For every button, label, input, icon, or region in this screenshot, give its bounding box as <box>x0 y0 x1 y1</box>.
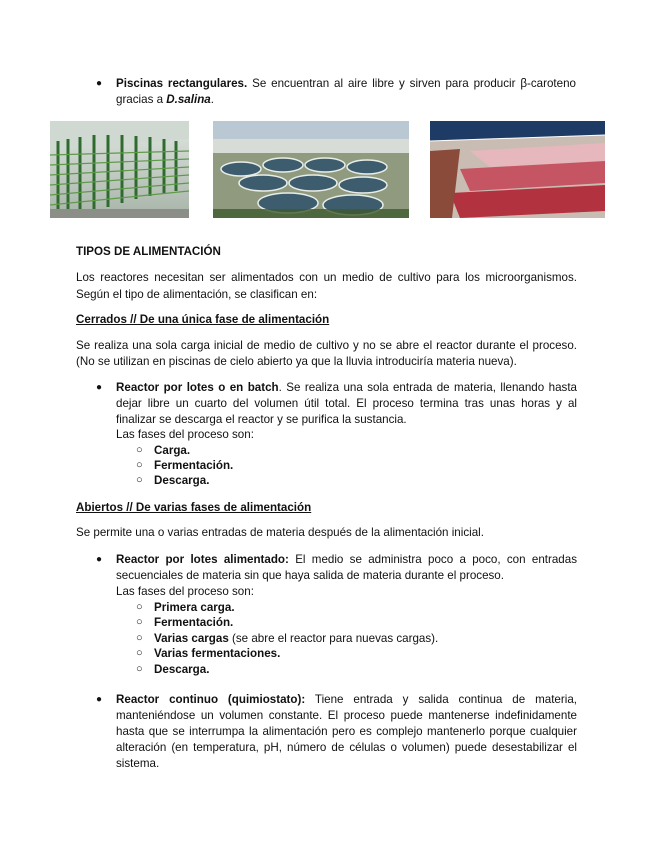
fed-batch-phases-label: Las fases del proceso son: <box>116 585 254 598</box>
batch-phases-label: Las fases del proceso son: <box>116 428 254 441</box>
fed-batch-phase <box>154 662 209 677</box>
batch-phase-text: Fermentación. <box>154 459 234 472</box>
batch-line1 <box>116 380 577 395</box>
fed-batch-phase-bold: Descarga. <box>154 663 210 676</box>
continuous-bold: Reactor continuo (quimiostato): <box>116 693 306 706</box>
batch-phase <box>154 458 233 473</box>
section-intro-line1: Los reactores necesitan ser alimentados con un medio de cultivo para los microorganismos. <box>76 271 577 284</box>
continuous-line5: sistema. <box>116 757 160 770</box>
sub-bullet: ○ <box>136 647 143 659</box>
fed-batch-phase <box>154 646 280 661</box>
closed-desc-line2: (No se utilizan en piscinas de cielo abierto ya que la lluvia introduciría materia nueva). <box>76 355 517 368</box>
open-desc: Se permite una o varias entradas de materia después de la alimentación inicial. <box>76 526 484 539</box>
batch-line2: dejar libre un cuarto del volumen útil total. El proceso termina tras unas horas y al <box>116 397 577 410</box>
continuous-line3: hasta que se interrumpa la alimentación pero es complejo mantenerlo porque cualquier <box>116 725 577 738</box>
species-name: D.salina <box>166 93 211 106</box>
intro-bullet-line1 <box>116 76 576 91</box>
batch-phase <box>154 473 209 488</box>
intro-bullet-line2 <box>116 92 214 107</box>
continuous-line2: manteniéndose un volumen constante. El proceso puede mantenerse indefinidamente <box>116 709 577 722</box>
fed-batch-phase-bold: Fermentación. <box>154 616 234 629</box>
rectangular-red-pools-photo <box>430 121 605 218</box>
continuous-line1-rest: Tiene entrada y salida continua de materia, <box>305 693 577 706</box>
bullet-dot: ● <box>96 78 103 89</box>
fed-batch-phase-bold: Varias cargas <box>154 632 229 645</box>
continuous-line4: alteración (en temperatura, pH, número de células o volumen) puede desestabilizar el <box>116 741 577 754</box>
fed-batch-phase-rest: (se abre el reactor para nuevas cargas). <box>228 632 439 645</box>
sub-bullet: ○ <box>136 616 143 628</box>
closed-heading: Cerrados // De una única fase de alimentación <box>76 313 330 326</box>
fed-batch-bold: Reactor por lotes alimentado: <box>116 553 289 566</box>
circular-ponds-photo <box>213 121 409 218</box>
sub-bullet: ○ <box>136 632 143 644</box>
fed-batch-line1-rest: El medio se administra poco a poco, con entradas <box>288 553 577 566</box>
section-intro-line2: Según el tipo de alimentación, se clasifican en: <box>76 288 318 301</box>
fed-batch-line2: secuenciales de materia sin que haya salida de materia durante el proceso. <box>116 569 504 582</box>
sub-bullet: ○ <box>136 601 143 613</box>
sub-bullet: ○ <box>136 474 143 486</box>
sub-bullet: ○ <box>136 663 143 675</box>
bullet-dot: ● <box>96 554 103 565</box>
batch-phase-text: Descarga. <box>154 474 210 487</box>
closed-desc-line1: Se realiza una sola carga inicial de medio de cultivo y no se abre el reactor durante el proceso. <box>76 339 577 352</box>
batch-phase <box>154 443 190 458</box>
intro-bullet-suffix: . <box>210 93 214 106</box>
intro-bullet-rest: Se encuentran al aire libre y sirven para producir β-caroteno <box>247 77 576 90</box>
bullet-dot: ● <box>96 694 103 705</box>
batch-phase-text: Carga. <box>154 444 191 457</box>
bullet-dot: ● <box>96 382 103 393</box>
continuous-line1 <box>116 692 577 707</box>
batch-bold: Reactor por lotes o en batch <box>116 381 279 394</box>
tubular-photobioreactor-photo <box>50 121 189 218</box>
batch-line3: finalizar se descarga el reactor y se purifica la sustancia. <box>116 413 407 426</box>
batch-line1-rest: . Se realiza una sola entrada de materia, llenando hasta <box>278 381 577 394</box>
sub-bullet: ○ <box>136 444 143 456</box>
fed-batch-line1 <box>116 552 577 567</box>
section-title: TIPOS DE ALIMENTACIÓN <box>76 245 221 258</box>
sub-bullet: ○ <box>136 459 143 471</box>
open-heading: Abiertos // De varias fases de alimentación <box>76 501 312 514</box>
intro-bullet-prefix: gracias a <box>116 93 167 106</box>
intro-bullet-bold: Piscinas rectangulares. <box>116 77 248 90</box>
fed-batch-phase <box>154 600 235 615</box>
fed-batch-phase <box>154 631 438 646</box>
fed-batch-phase-bold: Varias fermentaciones. <box>154 647 281 660</box>
fed-batch-phase <box>154 615 233 630</box>
fed-batch-phase-bold: Primera carga. <box>154 601 235 614</box>
